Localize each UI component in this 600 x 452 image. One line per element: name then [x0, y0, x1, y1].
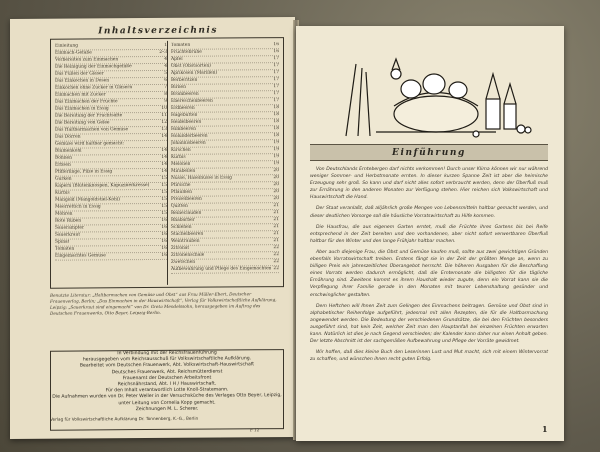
- toc-entry-title: Pflaumen: [171, 189, 192, 195]
- toc-title: Inhaltsverzeichnis: [98, 25, 218, 37]
- toc-entry-title: Einleitung: [55, 43, 79, 49]
- toc-entry-title: Aufbewahrung und Pflege des Eingemachten: [171, 266, 272, 272]
- toc-entry-page: 16: [161, 224, 167, 230]
- toc-entry-page: 2–3: [159, 49, 167, 55]
- toc-entry-page: 22: [273, 245, 279, 251]
- info-line: Die Aufnahmen wurden von Dr. Peter Weller in der Versuchsküche des Verlages Otto Beyer, Leipzig, unter Leitung von Cornelia Kopp gemacht.: [52, 393, 282, 406]
- toc-entry-title: Früchtebrühe: [171, 49, 202, 55]
- toc-entry-title: Gemüse wird haltbar gemacht:: [55, 141, 125, 147]
- toc-entry-title: Eingemachtes Gemüse: [55, 253, 106, 259]
- toc-column-left: [55, 43, 167, 261]
- print-code: F 12: [250, 427, 260, 433]
- toc-entry-page: 15: [161, 175, 167, 181]
- toc-entry-page: 13: [161, 126, 167, 132]
- toc-entry-title: Kürbis: [55, 190, 70, 196]
- info-line: Für den Inhalt verantwortlich Lotte Knoll-Stratemann.: [105, 387, 229, 394]
- literature-credits: Benutzte Literatur: „Haltbarmachen von Gemüse und Obst“ aus Frau Müller-Ebert, Deutscher Frauenverlag, Berlin; „Das Einmachen in der Hauswirtschaft“, Verlag für Volkswirtschaftliche Aufklärung, Leipzig; „Sauerkraut sind eingemacht“ von Dr. Greta Mendelssohn, herausgegeben im Auftrag des Deutschen Frauenwerks, Otto Beyer, Leipzig-Berlin.: [50, 291, 277, 316]
- toc-entry-page: 16: [273, 42, 279, 48]
- toc-entry-page: 17: [273, 77, 279, 83]
- toc-entry-page: 1: [164, 42, 167, 48]
- toc-entry-title: Bohnen: [55, 155, 72, 161]
- paragraph: Dem Heftchen will Ihnen Zeit zum Gelingen des Einmachens beitragen. Gemüse und Obst sind in alphabetischer Reihenfolge aufgeführt, jedesmal mit allen Rezepten, die für die Haltbarmachung angewendet werden. Die Bedeutung der verschiedenen Grundsätze, die bei den Früchten besonders ausgeführt sind, hat kein Zeit, welcher Zeit man den Hauptanfall bei einzelnen Früchten erwarten kann. Natürlich ist dies je nach Gegend verschieden; der Kalender kann daher nur einen Anhalt geben. Der letzte Abschnitt ist der sachgemäßen Aufbewahrung und Pflege der Vorräte gewidmet.: [310, 303, 548, 345]
- toc-entry-page: 20: [273, 189, 279, 195]
- toc-entry-page: 10: [161, 105, 167, 111]
- toc-entry-page: 20: [273, 196, 279, 202]
- toc-entry-page: 18: [273, 133, 279, 139]
- left-page: [10, 17, 295, 439]
- table-of-contents: [50, 37, 284, 289]
- toc-entry-title: Himbeeren: [171, 126, 196, 132]
- toc-entry-page: 19: [273, 154, 279, 160]
- toc-entry-title: Zitronenschale: [171, 252, 205, 258]
- toc-entry-title: Kirschen: [171, 147, 191, 153]
- toc-entry-page: 9: [164, 98, 167, 104]
- toc-entry-page: 21: [273, 203, 279, 209]
- toc-entry-page: 16: [273, 49, 279, 55]
- toc-entry-page: 17: [273, 63, 279, 69]
- toc-entry-page: 18: [273, 112, 279, 118]
- toc-entry-title: Aprikosen (Marillen): [171, 70, 218, 76]
- paragraph: Aber auch diejenige Frau, die Obst und Gemüse kaufen muß, sollte aus zwei gewichtigen Gründen ebenfalls Vorratswirtschaft treiben. Erstens fängt sie in der Zeit der größten Menge an, wenn zu billigen Preis ein jahreszeitliches Überangebot herrscht. Die höheren Ausgaben für die Beschaffung eines Vorrats werden dadurch ermöglicht, daß die Erntemonate die billigsten für die tägliche Ernährung sind. Zweitens kommt es ihrem Haushalt wieder zugute, denn ein Vorrat kann sie die Verpflegung ihrer Familie gerade in den Monaten mit teurer Lebenshaltung gesünder und erschwinglicher gestalten.: [310, 249, 548, 298]
- toc-divider: [167, 41, 168, 285]
- toc-entry-page: 12: [161, 119, 167, 125]
- paragraph: Wir hoffen, daß dies kleine Buch den Leserinnen Lust und Mut macht, sich mit einem Wintervorrat zu schaffen, und wünschen ihnen recht guten Erfolg.: [310, 350, 548, 363]
- toc-entry-page: 14: [161, 147, 167, 153]
- toc-entry-title: Pfifferlinge, Pilze in Essig: [55, 169, 113, 175]
- toc-entry-title: Brombeeren: [171, 91, 199, 97]
- toc-entry-page: 14: [161, 154, 167, 160]
- toc-entry-title: Das Einmachen in Essig: [55, 106, 109, 112]
- toc-entry-title: Einmach-Gefäße: [55, 50, 92, 56]
- toc-entry-title: Vorbereiten zum Einmachen: [55, 57, 119, 63]
- toc-entry-title: Rhabarber: [171, 217, 195, 223]
- toc-entry-title: Erdbeeren: [171, 105, 195, 111]
- toc-entry-page: 20: [273, 175, 279, 181]
- info-line: Reichsnährstand, Abt. I H / Hauswirtschaft.: [117, 381, 217, 388]
- toc-entry-title: Erbsen: [55, 162, 71, 168]
- toc-entry-title: Rote Rüben: [55, 218, 82, 224]
- toc-entry-page: 21: [273, 224, 279, 230]
- toc-entry-page: 17: [273, 98, 279, 104]
- toc-entry-page: 14: [161, 133, 167, 139]
- toc-entry-page: 18: [273, 126, 279, 132]
- toc-entry-title: Pfirsiche: [171, 182, 191, 188]
- right-page: [296, 26, 564, 441]
- toc-entry-page: 16: [161, 238, 167, 244]
- toc-entry-page: 15: [161, 189, 167, 195]
- toc-entry-title: Sauerampfer: [55, 225, 85, 231]
- toc-entry-title: Gurken: [55, 176, 72, 182]
- toc-entry-title: Zitronat: [171, 245, 190, 251]
- toc-entry-title: Preiselbeeren: [171, 196, 202, 202]
- toc-entry-title: Zwetschen: [171, 259, 196, 265]
- toc-entry-title: Meerrettich in Essig: [55, 204, 101, 210]
- toc-entry-title: Einmachen mit Zucker: [55, 92, 106, 98]
- toc-entry-title: Tomaten: [55, 246, 75, 252]
- toc-entry-page: 15: [161, 203, 167, 209]
- toc-entry-title: Einkochen ohne Zucker in Gläsern: [55, 85, 133, 91]
- kitchen-illustration: [336, 44, 536, 144]
- toc-entry-page: 6: [164, 77, 167, 83]
- publisher-name: Verlag für Volkswirtschaftliche Aufklärung Dr. Tonnenberg, K.-G., Berlin: [50, 415, 199, 422]
- paragraph: Von Deutschlands Erntebergen darf nichts verkommen! Durch unser Klima können wir nur während weniger Sommer- und Herbstmonate ernten. In dieser kurzen Spanne Zeit ist aber die heimische Erzeugung sehr groß. So kann und darf nicht alles sofort verbraucht werden, denn der Überfluß muß zur Ernährung in den anderen Monaten zur Verfügung stehen. Hier reichen sich Volkswirtschaft und Hauswirtschaft die Hand.: [310, 167, 548, 201]
- toc-entry-title: Äpfel: [171, 56, 183, 62]
- section-heading: [310, 144, 548, 161]
- toc-entry-page: 17: [273, 70, 279, 76]
- toc-entry-title: Ebereschenbeeren: [171, 98, 213, 104]
- toc-entry-title: Das Einmachen der Früchte: [55, 99, 118, 105]
- toc-entry-title: Kapern (Blütenknospen, Kapuzinerkresse): [55, 183, 150, 189]
- toc-entry-title: Heidelbeeren: [171, 119, 202, 125]
- toc-entry-title: Stachelbeeren: [171, 231, 204, 237]
- toc-entry-page: 22: [273, 266, 279, 272]
- toc-entry-page: 17: [273, 91, 279, 97]
- toc-entry-page: 18: [273, 119, 279, 125]
- toc-entry-page: 19: [273, 147, 279, 153]
- toc-entry-page: 5: [164, 70, 167, 76]
- toc-entry: [171, 266, 279, 274]
- toc-entry-title: Mirabellen: [171, 168, 196, 174]
- toc-entry-title: Hagebutten: [171, 112, 198, 118]
- toc-entry-page: 7: [164, 84, 167, 90]
- toc-entry-page: 17: [273, 84, 279, 90]
- toc-entry-page: 18: [273, 105, 279, 111]
- toc-entry-page: 16: [161, 245, 167, 251]
- toc-entry-page: 19: [273, 161, 279, 167]
- toc-entry-page: 20: [273, 182, 279, 188]
- page-number: 1: [542, 424, 548, 434]
- toc-entry-page: 15: [161, 182, 167, 188]
- toc-entry-title: Spinat: [55, 239, 70, 245]
- toc-entry-title: Melonen: [171, 161, 191, 167]
- toc-entry-page: 14: [161, 168, 167, 174]
- toc-entry-title: Möhren: [55, 211, 73, 217]
- toc-entry-page: 21: [273, 231, 279, 237]
- toc-entry-page: 20: [273, 168, 279, 174]
- introduction-text: [310, 166, 548, 367]
- toc-entry-title: Tomaten: [171, 42, 191, 48]
- toc-entry-page: 15: [161, 210, 167, 216]
- info-line: Zeichnungen M. L. Scherer.: [135, 406, 199, 412]
- toc-entry-page: 21: [273, 238, 279, 244]
- toc-entry-page: 8: [164, 91, 167, 97]
- toc-entry-title: Sauerkraut: [55, 232, 81, 238]
- toc-entry-title: Quitten: [171, 203, 188, 209]
- toc-entry-title: Obst (Obstsorten): [171, 63, 211, 69]
- info-line: Deutsches Frauenwerk, Abt. Reichsmütterdienst: [111, 369, 223, 375]
- toc-entry-title: Die Reinigung der Einmachgefäße: [55, 64, 132, 70]
- paragraph: Die Hausfrau, die aus eigenem Garten erntet, muß die Früchte ihres Gartens bis bei Reife entsprechend in der Zeit bereiten und den vorhandenen, aber nicht sofort verwertbaren Überfluß haltbar für den Winter und den lange Frühjahr haltbar machen.: [310, 224, 548, 244]
- toc-entry-title: Berberitzen: [171, 77, 198, 83]
- toc-entry-title: Nüsse, Haselnüsse in Essig: [171, 175, 232, 181]
- toc-entry-page: 21: [273, 217, 279, 223]
- toc-entry-page: 17: [273, 56, 279, 62]
- toc-entry-page: 11: [161, 112, 167, 118]
- info-line: Frauenamt der Deutschen Arbeitsfront: [122, 375, 212, 382]
- toc-entry-page: 4: [164, 63, 167, 69]
- toc-entry-title: Johannisbeeren: [171, 140, 206, 146]
- toc-entry-page: 22: [273, 259, 279, 265]
- toc-entry-page: 19: [273, 140, 279, 146]
- paragraph: Der Staat veranlaßt, daß alljährlich große Mengen von Lebensmitteln haltbar gemacht werden, und dieser deutlichen Vorsorge soll die häusliche Vorratswirtschaft zu Hilfe kommen.: [310, 206, 548, 219]
- toc-entry-title: Die Bereitung der Fruchtsäfte: [55, 113, 123, 119]
- toc-column-right: [171, 42, 279, 274]
- toc-entry-title: Das Einkochen in Dosen: [55, 78, 110, 84]
- toc-entry-page: 22: [273, 252, 279, 258]
- toc-entry-title: Kürbis: [171, 154, 186, 160]
- info-line: herausgegeben vom Reichsausschuß für Volkswirtschaftliche Aufklärung.: [82, 356, 252, 363]
- toc-entry-title: Mangold (Mangoldstiel-Kohl): [55, 197, 120, 203]
- toc-entry-title: Birnen: [171, 84, 186, 90]
- info-line: In Verbindung mit der Reichsfrauenführung: [117, 350, 217, 357]
- toc-entry-page: 14: [161, 161, 167, 167]
- toc-entry-page: 15: [161, 196, 167, 202]
- toc-entry-title: Das Dörren: [55, 134, 81, 140]
- toc-entry-title: Das Haltbarmachen von Gemüse: [55, 127, 129, 133]
- toc-entry-page: 4: [164, 56, 167, 62]
- toc-entry-title: Reineclauden: [171, 210, 202, 216]
- toc-entry-title: Holunderbeeren: [171, 133, 208, 139]
- toc-entry: [55, 253, 167, 261]
- toc-entry-page: 16: [161, 252, 167, 258]
- toc-entry-page: 16: [161, 231, 167, 237]
- section-heading-text: Einführung: [392, 147, 466, 158]
- toc-entry-title: Das Füllen der Gläser: [55, 71, 104, 77]
- info-line: Bearbeitet vom Deutschen Frauenwerk, Abt. Volkswirtschaft-Hauswirtschaft: [79, 362, 255, 369]
- toc-entry-page: 16: [161, 217, 167, 223]
- toc-entry-title: Schlehen: [171, 224, 192, 230]
- toc-entry-title: Weintrauben: [171, 238, 200, 244]
- toc-entry-title: Die Bereitung von Gelee: [55, 120, 110, 126]
- toc-entry-page: 21: [273, 210, 279, 216]
- toc-entry-title: Blumenkohl: [55, 148, 82, 154]
